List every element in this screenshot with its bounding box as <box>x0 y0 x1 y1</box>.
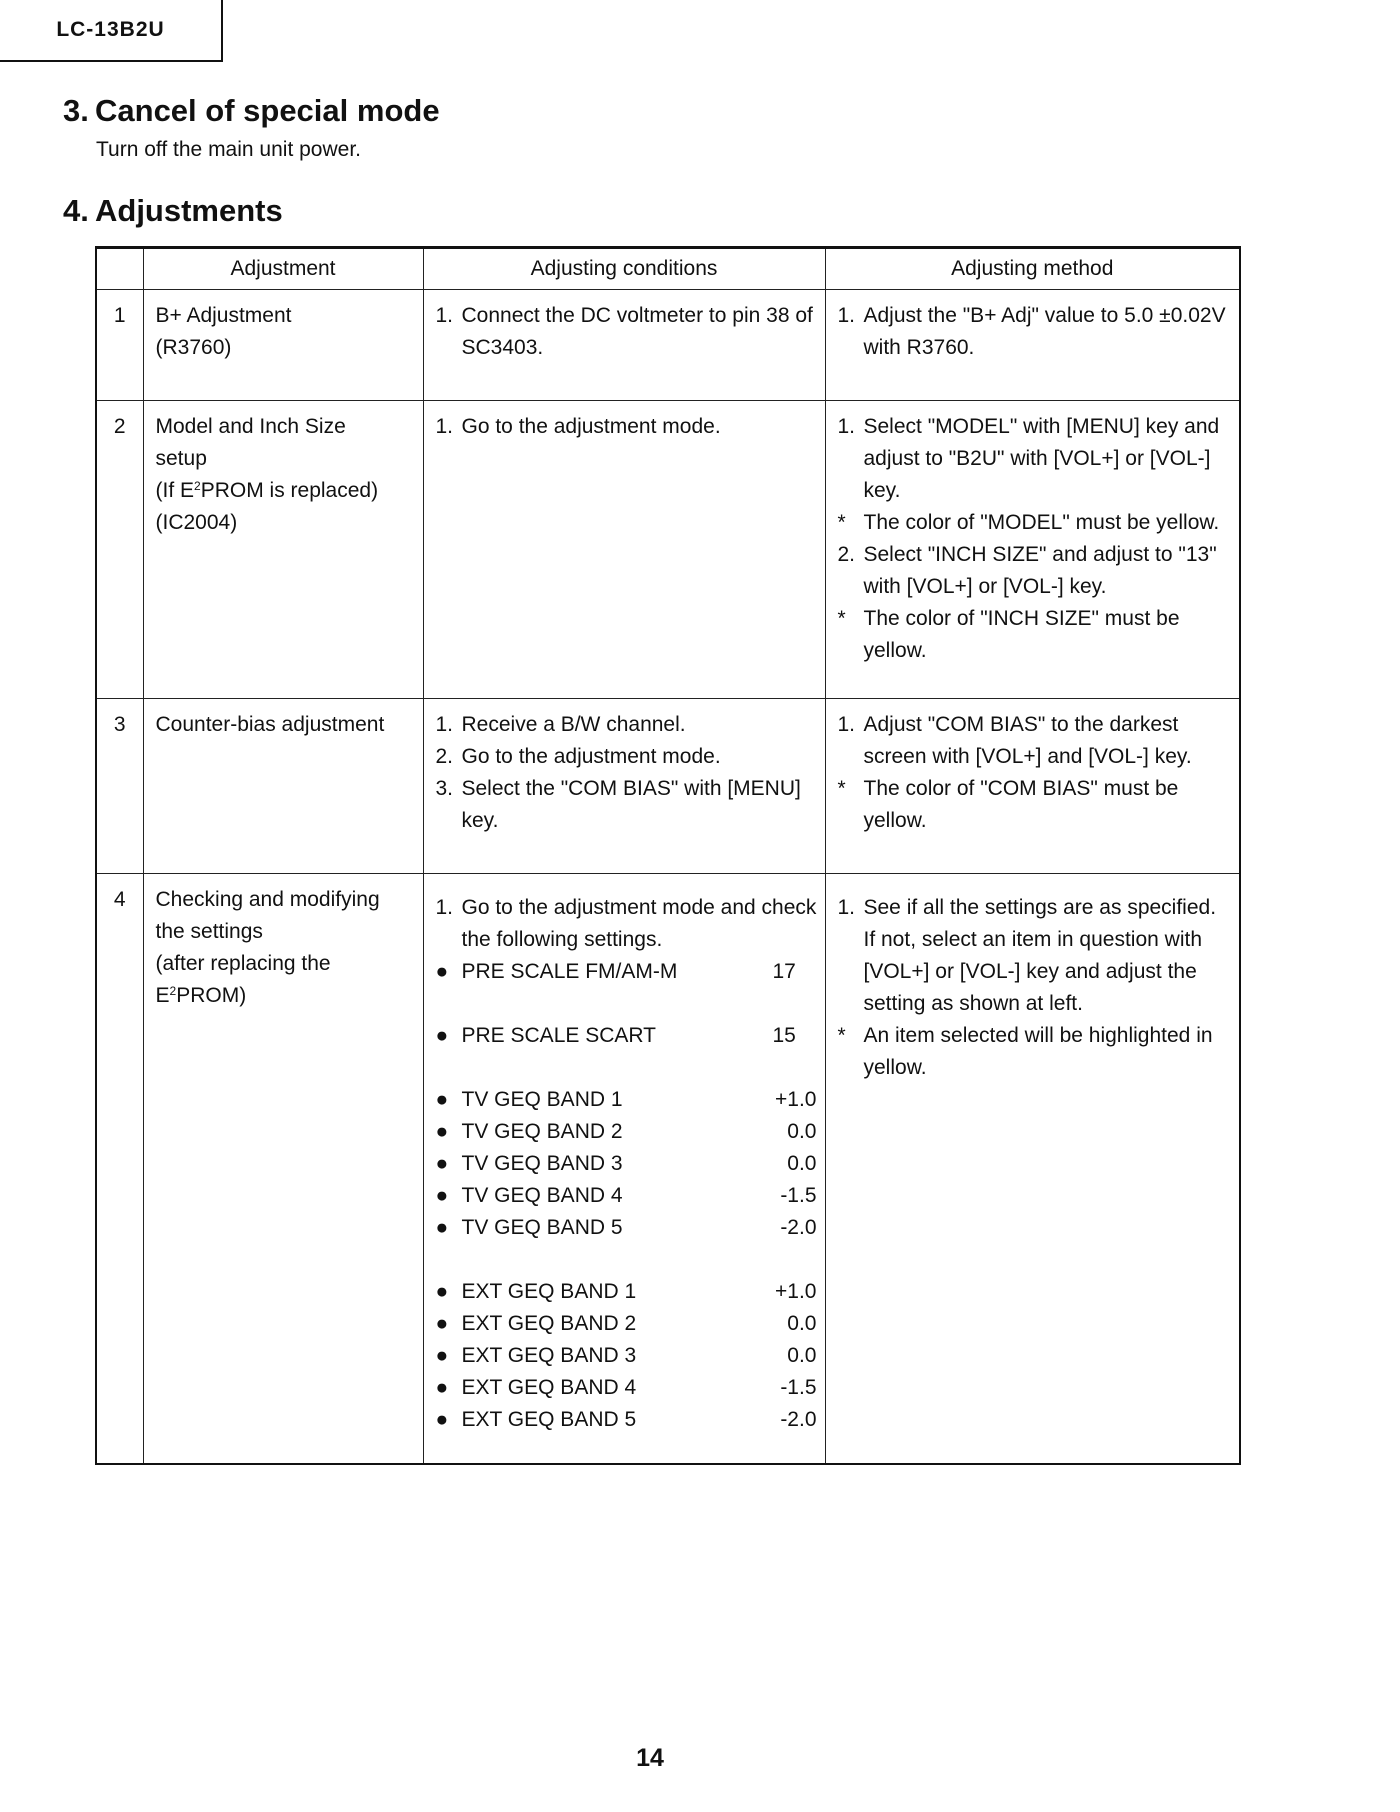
adjustment-text: Counter-bias adjustment <box>155 713 385 736</box>
conditions-cell <box>423 401 825 699</box>
bullet-icon: ● <box>435 1184 449 1207</box>
adjustment-text: setup <box>155 447 207 470</box>
method-cell <box>825 290 1240 401</box>
row-number: 1 <box>96 290 143 401</box>
setting-item: ● EXT GEQ BAND 3 0.0 <box>436 1340 817 1372</box>
adjustment-text: Model and Inch Size <box>155 415 346 438</box>
bullet-icon: ● <box>435 1312 449 1335</box>
adjustments-table <box>95 246 1241 1465</box>
section-number: 3. <box>63 93 89 128</box>
conditions-cell <box>423 699 825 874</box>
bullet-icon: ● <box>435 1216 449 1239</box>
setting-item: ● TV GEQ BAND 2 0.0 <box>436 1116 817 1148</box>
section-title-text: Adjustments <box>95 193 283 228</box>
adjustment-text: B+ Adjustment <box>155 304 292 327</box>
section-title-adjustments <box>63 193 283 229</box>
setting-item: ● TV GEQ BAND 4 -1.5 <box>436 1180 817 1212</box>
condition-step: 2. Go to the adjustment mode. <box>435 745 721 768</box>
row-number: 2 <box>96 401 143 699</box>
method-step: 1. See if all the settings are as specified. If not, select an item in question with [VOL+] or [VOL-] key and adjust the setting as shown at left. <box>837 896 1217 1015</box>
conditions-cell <box>423 874 825 1464</box>
condition-step: 3. Select the "COM BIAS" with [MENU] key. <box>435 777 801 832</box>
bullet-icon: ● <box>435 1120 449 1143</box>
page-number: 14 <box>636 1744 664 1772</box>
adjustment-cell <box>143 874 423 1464</box>
method-step: 1. Adjust "COM BIAS" to the darkest screen with [VOL+] and [VOL-] key. <box>837 713 1192 768</box>
bullet-icon: ● <box>435 1344 449 1367</box>
header-method: Adjusting method <box>825 248 1240 290</box>
method-note: * An item selected will be highlighted in yellow. <box>837 1024 1213 1079</box>
conditions-cell <box>423 290 825 401</box>
setting-item: ● EXT GEQ BAND 1 +1.0 <box>436 1276 817 1308</box>
section-number: 4. <box>63 193 89 228</box>
method-note: * The color of "MODEL" must be yellow. <box>837 511 1220 534</box>
table-row <box>96 699 1240 874</box>
setting-item: ● EXT GEQ BAND 2 0.0 <box>436 1308 817 1340</box>
adjustment-text: $E^2PROM$) <box>155 984 247 1007</box>
table-row <box>96 290 1240 401</box>
setting-item: ● EXT GEQ BAND 4 -1.5 <box>436 1372 817 1404</box>
section-title-text: Cancel of special mode <box>95 93 440 128</box>
table-row <box>96 401 1240 699</box>
header-conditions: Adjusting conditions <box>423 248 825 290</box>
method-cell <box>825 874 1240 1464</box>
setting-item: ● TV GEQ BAND 5 -2.0 <box>436 1212 817 1244</box>
adjustment-text: (after replacing the <box>155 952 331 975</box>
condition-step: 1. Go to the adjustment mode and check the following settings. <box>435 896 817 951</box>
table-header-row <box>96 248 1240 290</box>
table-row <box>96 874 1240 1464</box>
header-no <box>96 248 143 290</box>
method-step: 1. Adjust the "B+ Adj" value to 5.0 ±0.02V with R3760. <box>837 304 1226 359</box>
bullet-icon: ● <box>435 1376 449 1399</box>
adjustment-cell <box>143 699 423 874</box>
bullet-icon: ● <box>435 960 449 983</box>
bullet-icon: ● <box>435 1024 449 1047</box>
cancel-instruction: Turn off the main unit power. <box>96 138 361 161</box>
method-step: 1. Select "MODEL" with [MENU] key and adjust to "B2U" with [VOL+] or [VOL-] key. <box>837 415 1220 502</box>
row-number: 3 <box>96 699 143 874</box>
adjustment-text: Checking and modifying <box>155 888 380 911</box>
adjustment-text: the settings <box>155 920 263 943</box>
bullet-icon: ● <box>435 1280 449 1303</box>
method-step: 2. Select "INCH SIZE" and adjust to "13" with [VOL+] or [VOL-] key. <box>837 543 1217 598</box>
model-label: LC-13B2U <box>0 0 223 62</box>
adjustment-text: (IC2004) <box>155 511 238 534</box>
method-cell <box>825 699 1240 874</box>
setting-item: ● TV GEQ BAND 1 +1.0 <box>436 1084 817 1116</box>
adjustment-text: (If $E^2PROM$ is replaced) <box>155 479 379 502</box>
setting-item: ● EXT GEQ BAND 5 -2.0 <box>436 1404 817 1436</box>
adjustment-cell <box>143 290 423 401</box>
condition-step: 1. Go to the adjustment mode. <box>435 415 721 438</box>
setting-item: ● PRE SCALE SCART 15 <box>436 1020 817 1052</box>
bullet-icon: ● <box>435 1408 449 1431</box>
bullet-icon: ● <box>435 1088 449 1111</box>
adjustment-text: (R3760) <box>155 336 232 359</box>
condition-step: 1. Connect the DC voltmeter to pin 38 of SC3403. <box>435 304 813 359</box>
method-note: * The color of "COM BIAS" must be yellow. <box>837 777 1179 832</box>
row-number: 4 <box>96 874 143 1464</box>
adjustment-cell <box>143 401 423 699</box>
bullet-icon: ● <box>435 1152 449 1175</box>
setting-item: ● TV GEQ BAND 3 0.0 <box>436 1148 817 1180</box>
method-cell <box>825 401 1240 699</box>
header-adjustment: Adjustment <box>143 248 423 290</box>
method-note: * The color of "INCH SIZE" must be yellow. <box>837 607 1180 662</box>
setting-item: ● PRE SCALE FM/AM-M 17 <box>436 956 817 988</box>
condition-step: 1. Receive a B/W channel. <box>435 713 686 736</box>
section-title-cancel <box>63 93 440 129</box>
